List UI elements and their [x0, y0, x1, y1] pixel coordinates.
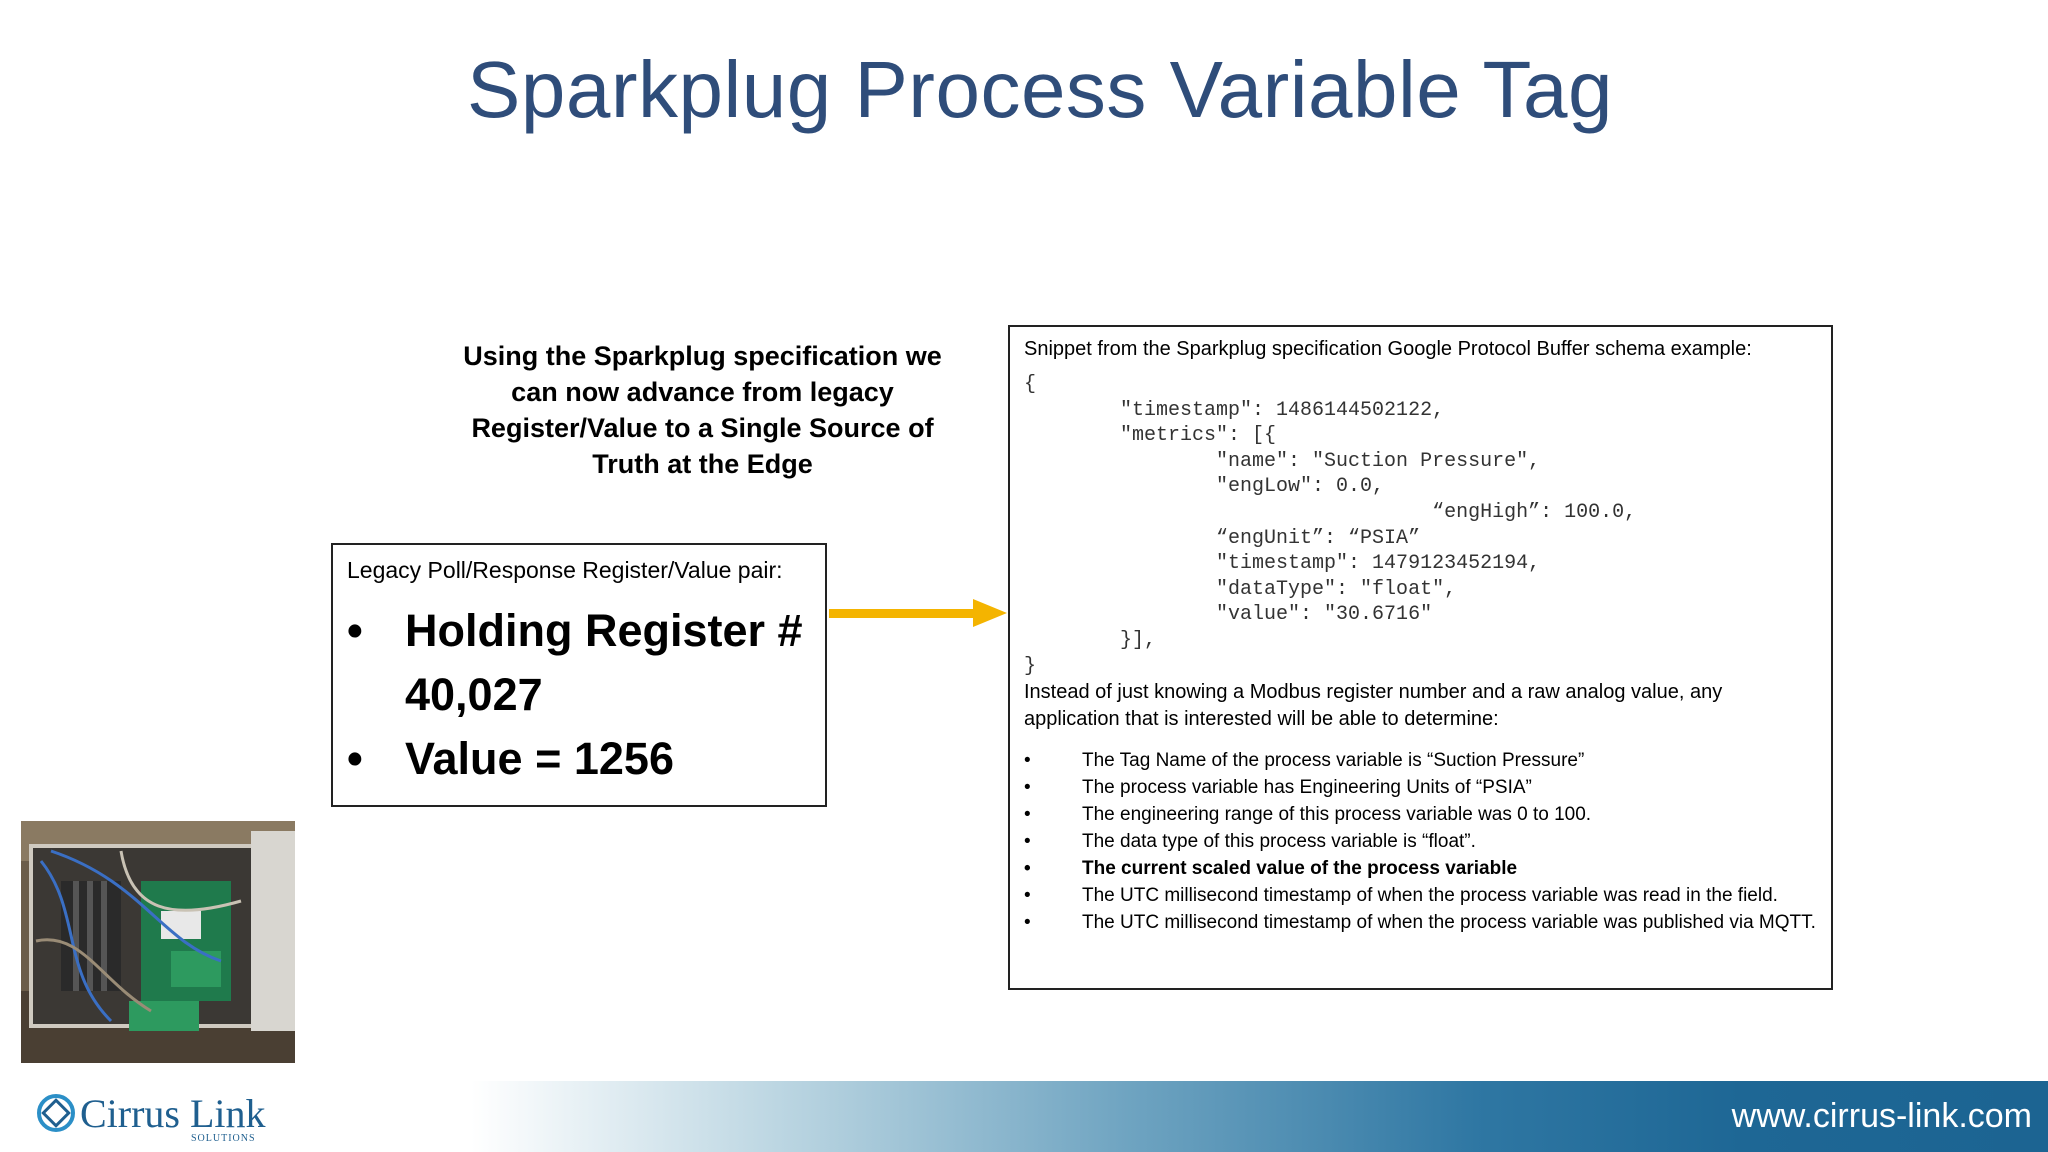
footer-website-link[interactable]: www.cirrus-link.com	[1731, 1097, 2032, 1135]
legacy-list	[347, 599, 811, 791]
logo-subtitle: SOLUTIONS	[191, 1133, 256, 1144]
arrow-right-icon	[829, 597, 1009, 629]
legacy-register-box	[331, 543, 827, 807]
schema-description: Instead of just knowing a Modbus register number and a raw analog value, any application that is interested will be able to determine:	[1024, 681, 1723, 731]
capability-item: • The data type of this process variable is “float”.	[1024, 828, 1817, 855]
schema-heading: Snippet from the Sparkplug specification Google Protocol Buffer schema example:	[1024, 338, 1752, 360]
schema-snippet-box	[1008, 325, 1833, 990]
legacy-item-register: • Holding Register # 40,027	[347, 599, 811, 727]
capability-item: • The engineering range of this process variable was 0 to 100.	[1024, 801, 1817, 828]
slide-title: Sparkplug Process Variable Tag	[466, 45, 1613, 134]
capability-item: • The UTC millisecond timestamp of when the process variable was published via MQTT.	[1024, 909, 1817, 936]
cirrus-link-logo-icon	[36, 1093, 76, 1133]
intro-text: Using the Sparkplug specification we can now advance from legacy Register/Value to a Single Source of Truth at the Edge	[463, 341, 942, 479]
capability-item-emphasized: • The current scaled value of the process variable	[1024, 855, 1817, 882]
capability-item: • The Tag Name of the process variable is “Suction Pressure”	[1024, 747, 1817, 774]
legacy-item-value: • Value = 1256	[347, 727, 811, 791]
capability-item: • The UTC millisecond timestamp of when the process variable was read in the field.	[1024, 882, 1817, 909]
capability-item: • The process variable has Engineering Units of “PSIA”	[1024, 774, 1817, 801]
cirrus-link-logo	[36, 1091, 296, 1145]
capabilities-list	[1024, 747, 1817, 936]
logo-name: Cirrus Link	[80, 1091, 266, 1136]
legacy-box-heading: Legacy Poll/Response Register/Value pair:	[347, 557, 783, 583]
schema-code-block: { "timestamp": 1486144502122, "metrics": [{ "name": "Suction Pressure", "engLow": 0.0, “engHigh”: 100.0, “engUnit”: “PSIA” "timestamp": 1479123452194, "dataType": "float", "value": "30.6716" }], }	[1024, 373, 1637, 678]
edge-device-photo	[21, 821, 295, 1063]
